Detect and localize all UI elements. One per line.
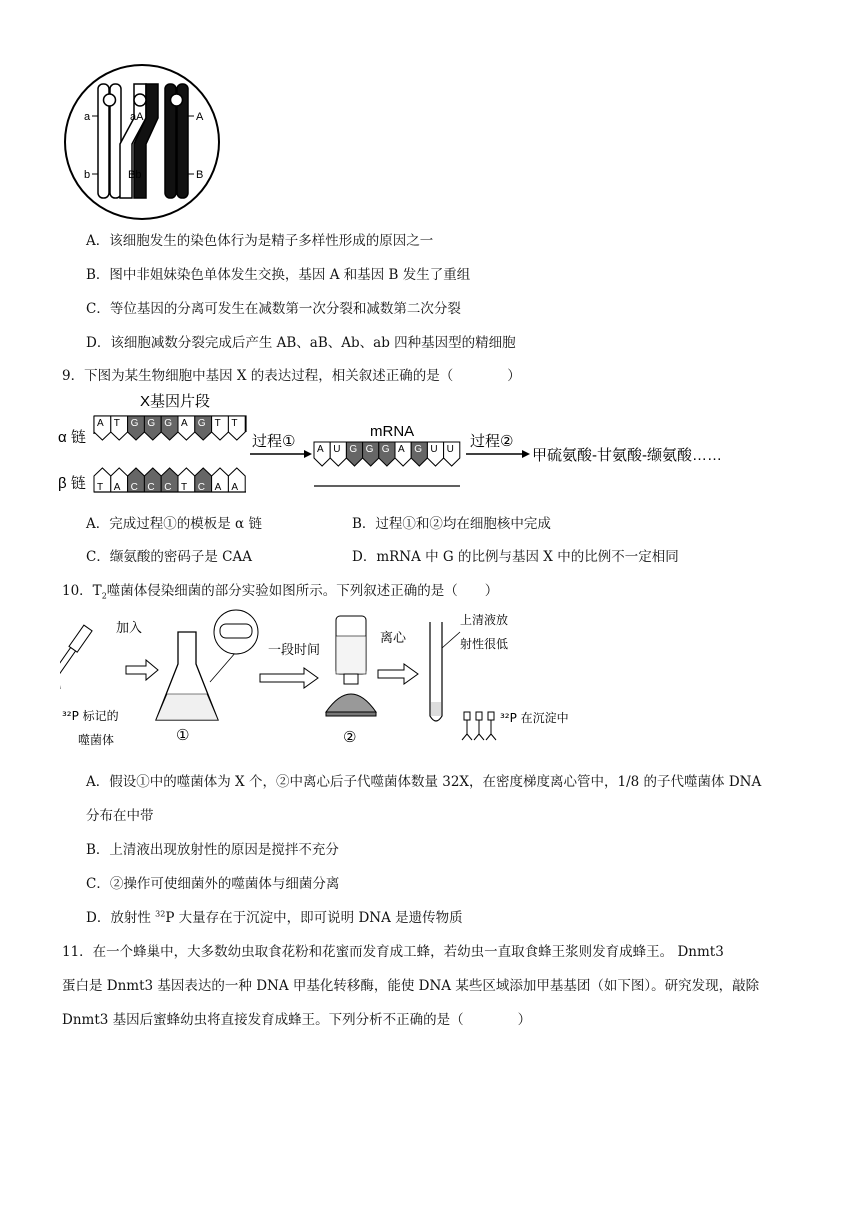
beta-base-letter: A [113, 482, 121, 493]
q10-supernatant-1: 上清液放 [460, 613, 509, 627]
alpha-base-letter: G [147, 418, 156, 429]
mrna-base-letter: U [430, 444, 438, 455]
q10-option-b: B．上清液出现放射性的原因是搅拌不充分 [86, 842, 339, 858]
q9-option-b: B．过程①和②均在细胞核中完成 [352, 516, 551, 532]
q10-option-a-line1: A．假设①中的噬菌体为 X 个，②中离心后子代噬菌体数量 32X，在密度梯度离心管中，1/8 的子代噬菌体 DNA [86, 774, 762, 790]
q8-option-b: B．图中非姐妹染色单体发生交换，基因 A 和基因 B 发生了重组 [86, 267, 471, 283]
q10-option-a-line2: 分布在中带 [86, 808, 154, 824]
q11-line2: 蛋白是 Dnmt3 基因表达的一种 DNA 甲基化转移酶，能使 DNA 某些区域添加甲基基团（如下图）。研究发现，敲除 [62, 978, 760, 994]
q8-option-d: D．该细胞减数分裂完成后产生 AB、aB、Ab、ab 四种基因型的精细胞 [86, 335, 516, 351]
q10-sediment-label: ³²P 在沉淀中 [500, 711, 569, 725]
q10-supernatant-2: 射性很低 [460, 637, 509, 651]
mrna-base-letter: U [333, 444, 341, 455]
mrna-base-letter: G [381, 444, 390, 455]
mrna-base-letter: G [365, 444, 374, 455]
q9-mrna-title: mRNA [370, 423, 415, 440]
alpha-base-letter: G [164, 418, 172, 429]
alpha-base-letter: T [113, 418, 120, 429]
alpha-base-letter: T [214, 418, 221, 429]
beta-base-letter: A [231, 482, 239, 493]
beta-base-letter: T [97, 482, 104, 493]
beta-base-letter: C [197, 482, 206, 493]
q9-beta-strand [94, 468, 245, 493]
q9-mrna-strand [314, 442, 460, 466]
q9-option-a: A．完成过程①的模板是 α 链 [86, 516, 262, 532]
alpha-base-letter: G [197, 418, 206, 429]
q8-label-B: B [196, 169, 204, 181]
q9-product: 甲硫氨酸-甘氨酸-缬氨酸…… [532, 447, 722, 464]
q10-num1-text: ① [176, 727, 190, 744]
mrna-base-letter: G [349, 444, 358, 455]
q9-alpha-strand [94, 416, 245, 440]
alpha-base-letter: A [97, 418, 104, 429]
beta-base-letter: C [130, 482, 138, 493]
q9-option-d: D．mRNA 中 G 的比例与基因 X 中的比例不一定相同 [352, 549, 679, 565]
q8-label-b: b [84, 169, 91, 181]
q9-gene-expression-figure [56, 390, 756, 498]
q10-option-c: C．②操作可使细菌外的噬菌体与细菌分离 [86, 876, 340, 892]
q10-wait-label: 一段时间 [268, 643, 321, 658]
q10-add-label: 加入 [116, 621, 143, 636]
alpha-base-letter: G [130, 418, 139, 429]
mrna-base-letter: A [398, 444, 405, 455]
q9-alpha-label: α 链 [58, 429, 86, 446]
mrna-base-letter: A [317, 444, 324, 455]
q8-label-aA: aA [130, 111, 144, 123]
q8-crossing-over-figure [62, 62, 222, 222]
q8-option-c: C．等位基因的分离可发生在减数第一次分裂和减数第二次分裂 [86, 301, 461, 317]
alpha-base-letter: A [181, 418, 188, 429]
beta-base-letter: T [181, 482, 188, 493]
mrna-base-letter: G [414, 444, 422, 455]
q8-label-Bb: Bb [128, 169, 142, 181]
q10-centrifuge-label: 离心 [380, 631, 407, 646]
q10-phage-label-2: 噬菌体 [78, 733, 115, 747]
q10-num2-text: ② [343, 729, 357, 746]
q10-stem: 10．$T_2$噬菌体侵染细菌的部分实验如图所示。下列叙述正确的是（ ） [62, 583, 499, 601]
q10-option-d: D．放射性 $^{32}$P 大量存在于沉淀中，即可说明 DNA 是遗传物质 [86, 909, 463, 926]
q10-phage-experiment-figure [60, 608, 620, 756]
beta-base-letter: C [147, 482, 155, 493]
alpha-base-letter: T [231, 418, 238, 429]
q8-option-a: A．该细胞发生的染色体行为是精子多样性形成的原因之一 [86, 233, 434, 249]
q8-label-a: a [84, 111, 91, 123]
q9-stem: 9．下图为某生物细胞中基因 X 的表达过程，相关叙述正确的是（ ） [62, 368, 521, 384]
q11-line1: 11．在一个蜂巢中，大多数幼虫取食花粉和花蜜而发育成工蜂，若幼虫一直取食蜂王浆则发育成蜂王。 Dnmt3 [62, 944, 724, 960]
beta-base-letter: A [214, 482, 222, 493]
q10-phage-label-1: ³²P 标记的 [62, 709, 119, 723]
q11-line3: Dnmt3 基因后蜜蜂幼虫将直接发育成蜂王。下列分析不正确的是（ ） [62, 1012, 532, 1028]
q9-option-c: C．缬氨酸的密码子是 CAA [86, 549, 252, 565]
q9-process1-label: 过程① [252, 433, 296, 450]
phage-icon [60, 621, 98, 690]
mrna-base-letter: U [446, 444, 454, 455]
q8-label-A: A [196, 111, 204, 123]
q9-beta-label: β 链 [58, 475, 86, 492]
q9-gene-title: X基因片段 [140, 393, 211, 410]
q9-process2-label: 过程② [470, 433, 514, 450]
beta-base-letter: C [164, 482, 172, 493]
